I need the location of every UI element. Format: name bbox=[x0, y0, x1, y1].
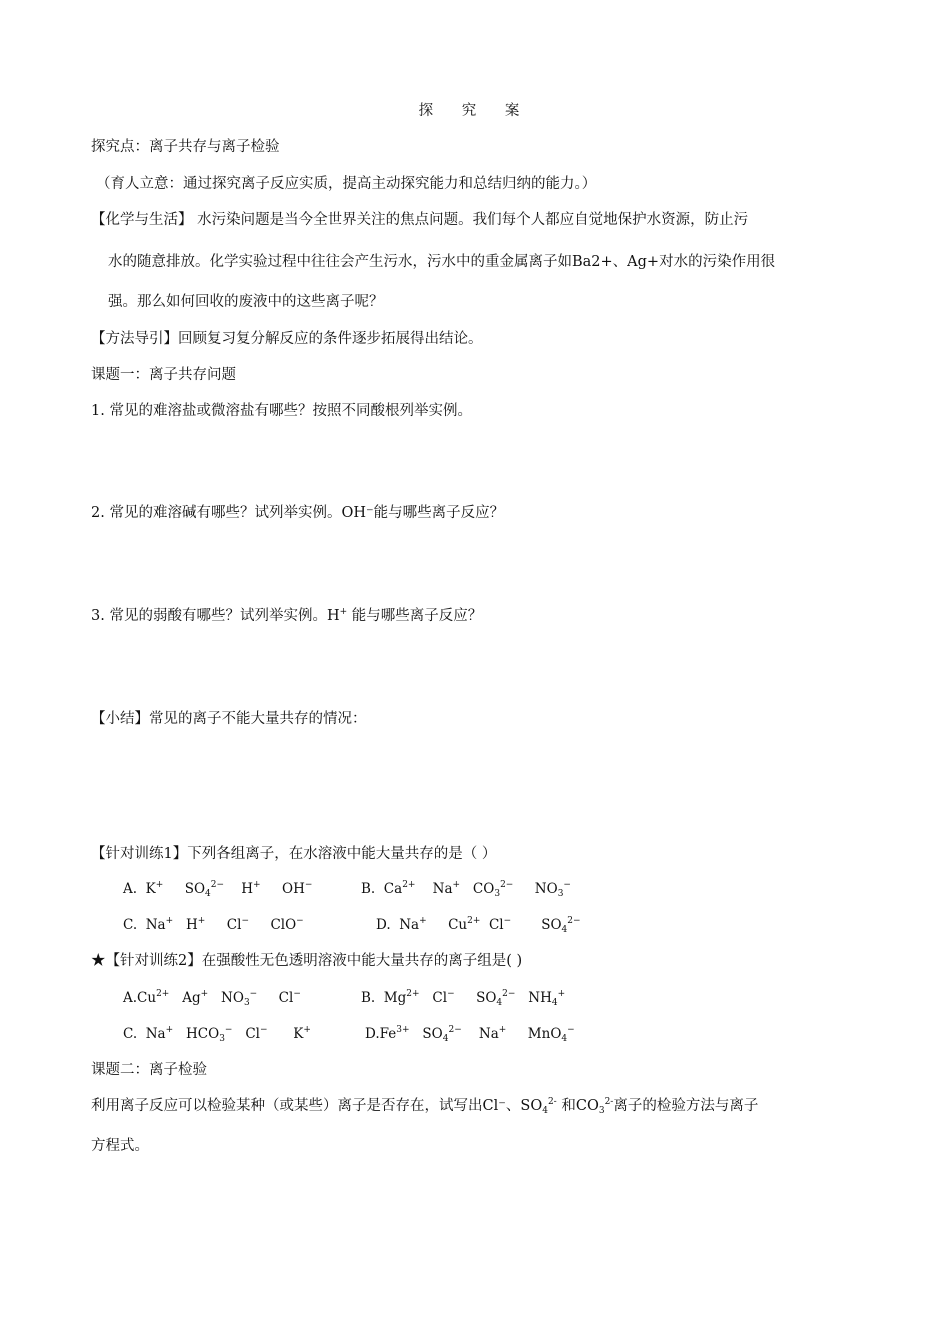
topic-heading: 探究点：离子共存与离子检验 bbox=[91, 139, 280, 155]
option-1a: A. K+ $SO_4^{2-}$ H+ OH− bbox=[123, 880, 313, 899]
method-text: 【方法导引】回顾复习复分解反应的条件逐步拓展得出结论。 bbox=[91, 331, 483, 347]
life-line-3: 强。那么如何回收的废液中的这些离子呢？ bbox=[108, 294, 384, 310]
life-line-1: 【化学与生活】 水污染问题是当今全世界关注的焦点问题。我们每个人都应自觉地保护水资源，防止污 bbox=[91, 212, 749, 228]
question-1: 1. 常见的难溶盐或微溶盐有哪些？按照不同酸根列举实例。 bbox=[91, 403, 472, 419]
topic1-heading: 课题一：离子共存问题 bbox=[91, 367, 236, 383]
topic2-heading: 课题二：离子检验 bbox=[91, 1062, 207, 1078]
option-2b: B. $Mg^{2+}$ Cl− $SO_4^{2-}$ $NH_4^+$ bbox=[361, 989, 566, 1008]
training-2: ★【针对训练2】在强酸性无色透明溶液中能大量共存的离子组是( ) bbox=[91, 953, 523, 969]
detect-line-2: 方程式。 bbox=[91, 1138, 149, 1154]
option-1d: D. Na+ $Cu^{2+}$ Cl− $SO_4^{2-}$ bbox=[376, 916, 581, 935]
training-1: 【针对训练1】下列各组离子，在水溶液中能大量共存的是（ ） bbox=[91, 846, 497, 862]
option-1b: B. $Ca^{2+}$ Na+ $CO_3^{2-}$ $NO_3^-$ bbox=[361, 880, 571, 899]
option-1c: C. Na+ H+ Cl− ClO− bbox=[123, 916, 304, 933]
summary-heading: 【小结】常见的离子不能大量共存的情况： bbox=[91, 711, 367, 727]
option-2d: $D.Fe^{3+}$ $SO_4^{2-}$ Na+ MnO$_4$− bbox=[365, 1025, 575, 1044]
detect-line-1: 利用离子反应可以检验某种（或某些）离子是否存在，试写出Cl⁻、$SO_4^{2-}$ 和$CO_3^{2-}$离子的检验方法与离子 bbox=[91, 1097, 759, 1116]
question-3: 3. 常见的弱酸有哪些？试列举实例。H+ 能与哪些离子反应？ bbox=[91, 607, 483, 624]
page-title: 探 究 案 bbox=[418, 103, 532, 119]
intent-text: （育人立意：通过探究离子反应实质，提高主动探究能力和总结归纳的能力。） bbox=[96, 176, 597, 192]
question-2: 2. 常见的难溶碱有哪些？试列举实例。OH⁻能与哪些离子反应？ bbox=[91, 505, 505, 521]
option-2c: C. Na+ $HCO_3^-$ Cl− K+ bbox=[123, 1025, 311, 1044]
life-line-2: 水的随意排放。化学实验过程中往往会产生污水，污水中的重金属离子如Ba2+、Ag+对水的污染作用很 bbox=[108, 254, 776, 270]
option-2a: $A.Cu^{2+}$ Ag+ $NO_3^-$ Cl− bbox=[123, 989, 301, 1008]
